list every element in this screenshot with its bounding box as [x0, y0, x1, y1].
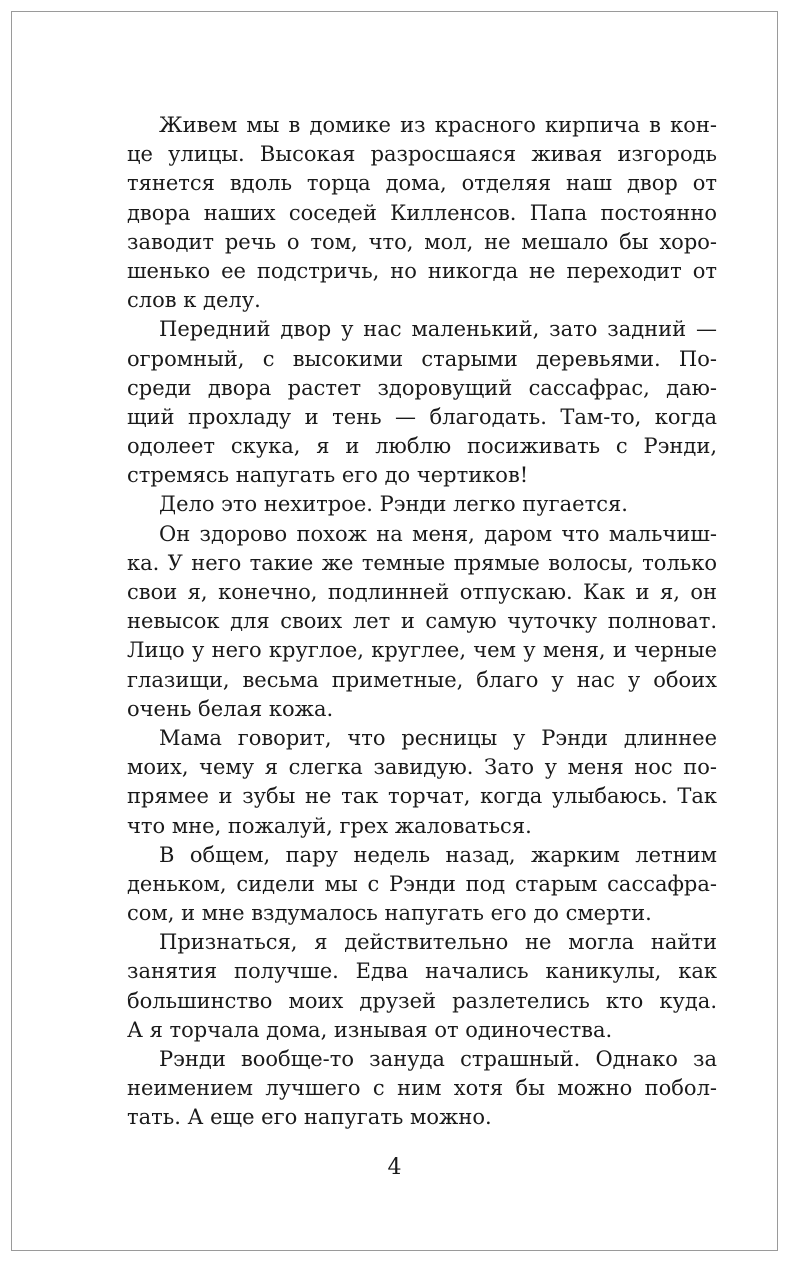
text-line: слов к делу. [127, 288, 261, 313]
text-line: Передний двор у нас маленький, зато задний — [159, 317, 717, 342]
text-line: огромный, с высокими старыми деревьями. По- [127, 346, 717, 371]
text-line: что мне, пожалуй, грех жаловаться. [127, 813, 532, 838]
text-line: Мама говорит, что ресницы у Рэнди длиннее [159, 725, 717, 750]
text-line: среди двора растет здоровущий сассафрас, даю- [127, 375, 717, 400]
text-line: стремясь напугать его до чертиков! [127, 463, 529, 488]
text-line: Живем мы в домике из красного кирпича в кон- [159, 113, 717, 137]
paragraph [127, 490, 717, 519]
page-number: 4 [387, 1155, 402, 1180]
text-line: шенько ее подстричь, но никогда не переходит от [127, 258, 717, 283]
text-line: Он здорово похож на меня, даром что мальчиш- [159, 521, 717, 546]
text-line: прямее и зубы не так торчат, когда улыбаюсь. Так [127, 784, 717, 809]
text-line: Признаться, я действительно не могла найти [159, 930, 717, 955]
text-line: очень белая кожа. [127, 696, 334, 721]
text-line: свои я, конечно, подлинней отпускаю. Как и я, он [127, 580, 717, 604]
text-line: Рэнди вообще-то зануда страшный. Однако за [159, 1047, 717, 1071]
text-line: ка. У него такие же темные прямые волосы, только [127, 550, 717, 575]
text-line: моих, чему я слегка завидую. Зато у меня нос по- [127, 755, 717, 780]
text-line: Дело это нехитрое. Рэнди легко пугается. [159, 492, 628, 517]
paragraph [127, 111, 717, 315]
text-line: сом, и мне вздумалось напугать его до смерти. [127, 901, 652, 926]
text-line: двора наших соседей Килленсов. Папа постоянно [127, 200, 717, 225]
paragraph [127, 724, 717, 841]
text-line: большинство моих друзей разлетелись кто куда. [127, 988, 717, 1013]
text-line: тать. А еще его напугать можно. [127, 1105, 492, 1130]
text-line: Лицо у него круглое, круглее, чем у меня, и черные [127, 638, 717, 663]
paragraph [127, 841, 717, 929]
paragraph [127, 315, 717, 490]
text-line: А я торчала дома, изнывая от одиночества. [127, 1017, 613, 1042]
text-line: занятия получше. Едва начались каникулы, как [127, 959, 717, 984]
text-line: це улицы. Высокая разросшаяся живая изгородь [127, 142, 717, 167]
paragraph [127, 1045, 717, 1133]
text-line: невысок для своих лет и самую чуточку полноват. [127, 609, 717, 634]
text-line: В общем, пару недель назад, жарким летним [159, 842, 717, 867]
paragraph [127, 928, 717, 1045]
paragraph [127, 520, 717, 724]
text-line: неимением лучшего с ним хотя бы можно побол- [127, 1076, 717, 1101]
text-line: щий прохладу и тень — благодать. Там-то, когда [127, 404, 717, 429]
text-line: глазищи, весьма приметные, благо у нас у обоих [127, 667, 717, 692]
text-line: одолеет скука, я и люблю посиживать с Рэнди, [127, 434, 717, 459]
text-line: заводит речь о том, что, мол, не мешало бы хоро- [127, 229, 717, 254]
book-page [11, 11, 778, 1251]
body-text [127, 111, 717, 1133]
text-line: деньком, сидели мы с Рэнди под старым сассафра- [127, 871, 717, 896]
text-line: тянется вдоль торца дома, отделяя наш двор от [127, 171, 717, 196]
